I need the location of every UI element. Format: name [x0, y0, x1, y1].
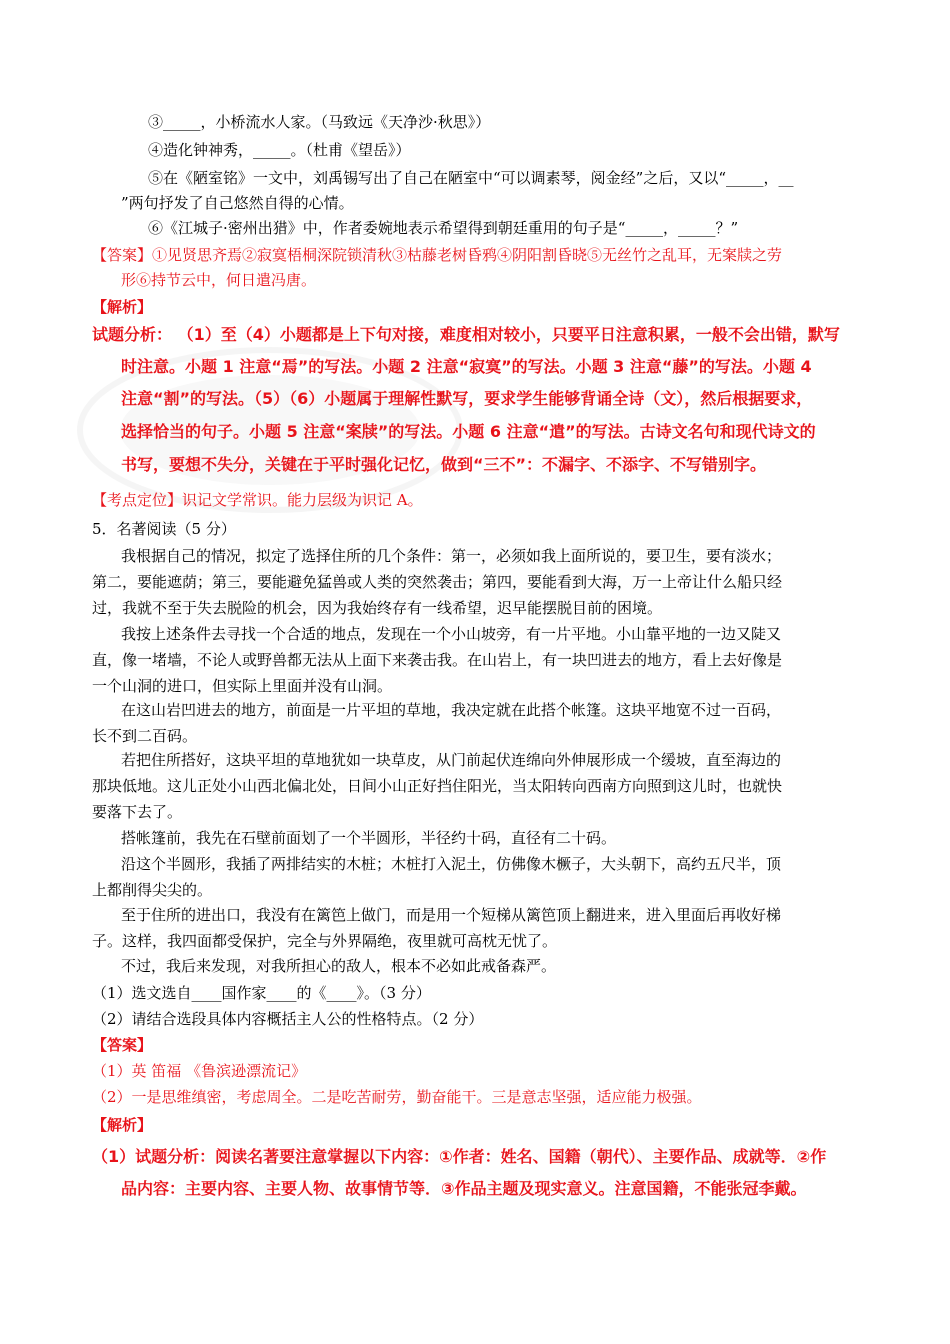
passage-line: 要落下去了。: [92, 803, 183, 821]
question-line-4: ④造化钟神秀，_____。（杜甫《望岳》）: [148, 141, 411, 159]
passage-line: 搭帐篷前，我先在石壁前面划了一个半圆形，半径约十码，直径有二十码。: [121, 829, 617, 847]
analysis-line-1: 试题分析： （1）至（4）小题都是上下句对接，难度相对较小，只要平日注意积累，一般不会出错，默写: [92, 325, 840, 344]
answer-label: 【答案】: [92, 1036, 153, 1054]
passage-line: 至于住所的进出口，我没有在篱笆上做门，而是用一个短梯从篱笆顶上翻进来，进入里面后再收好梯: [121, 906, 782, 924]
passage-line: 子。这样，我四面都受保护，完全与外界隔绝，夜里就可高枕无忧了。: [92, 932, 558, 950]
answer-line: （1）英 笛福 《鲁滨逊漂流记》: [92, 1062, 307, 1080]
analysis-line-5: 书写，要想不失分，关键在于平时强化记忆，做到“三不”：不漏字、不添字、不写错别字。: [121, 455, 767, 474]
subquestion-2: （2）请结合选段具体内容概括主人公的性格特点。（2 分）: [92, 1010, 484, 1028]
analysis-line-7: 品内容：主要内容、主要人物、故事情节等．③作品主题及现实意义。注意国籍，不能张冠李戴。: [121, 1179, 807, 1198]
question-line-5a: ⑤在《陋室铭》一文中，刘禹锡写出了自己在陋室中“可以调素琴，阅金经”之后，又以“_____，__: [148, 169, 794, 187]
question-line-5b: ”两句抒发了自己悠然自得的心情。: [121, 194, 354, 212]
answer-line-1: [92, 245, 782, 265]
answer-label: 【答案】: [92, 246, 153, 264]
passage-line: 沿这个半圆形，我插了两排结实的木桩；木桩打入泥土，仿佛像木橛子，大头朝下，高约五尺半，顶: [121, 855, 782, 873]
subquestion-1: （1）选文选自____国作家____的《____》。（3 分）: [92, 984, 431, 1002]
knowledge-text: 识记文学常识。能力层级为识记 A。: [182, 491, 423, 509]
analysis-line-6: （1）试题分析：阅读名著要注意掌握以下内容：①作者：姓名、国籍（朝代）、主要作品、成就等．②作: [92, 1147, 827, 1166]
passage-line: 直，像一堵墙，不论人或野兽都无法从上面下来袭击我。在山岩上，有一块凹进去的地方，看上去好像是: [92, 651, 783, 669]
passage-line: 过，我就不至于失去脱险的机会，因为我始终存有一线希望，迟早能摆脱目前的困境。: [92, 599, 663, 617]
knowledge-point: [92, 490, 423, 510]
analysis-label: 【解析】: [92, 1116, 153, 1134]
passage-line: 那块低地。这儿正处小山西北偏北处，日间小山正好挡住阳光，当太阳转向西南方向照到这儿时，也就快: [92, 777, 783, 795]
passage-line: 若把住所搭好，这块平坦的草地犹如一块草皮，从门前起伏连绵向外伸展形成一个缓坡，直至海边的: [121, 751, 782, 769]
answer-line-2: 形⑥持节云中，何日遣冯唐。: [121, 271, 317, 289]
question-line-6: ⑥《江城子·密州出猎》中，作者委婉地表示希望得到朝廷重用的句子是“_____，_____？”: [148, 219, 739, 237]
passage-line: 在这山岩凹进去的地方，前面是一片平坦的草地，我决定就在此搭个帐篷。这块平地宽不过一百码，: [121, 701, 782, 719]
passage-line: 长不到二百码。: [92, 727, 198, 745]
passage-line: 我根据自己的情况，拟定了选择住所的几个条件：第一，必须如我上面所说的，要卫生，要有淡水；: [121, 547, 782, 565]
passage-line: 不过，我后来发现，对我所担心的敌人，根本不必如此戒备森严。: [121, 957, 557, 975]
passage-line: 上都削得尖尖的。: [92, 881, 213, 899]
analysis-line-2: 时注意。小题 1 注意“焉”的写法。小题 2 注意“寂寞”的写法。小题 3 注意“藤”的写法。小题 4: [121, 357, 812, 376]
passage-line: 我按上述条件去寻找一个合适的地点，发现在一个小山坡旁，有一片平地。小山靠平地的一边又陡又: [121, 625, 782, 643]
passage-line: 一个山洞的进口，但实际上里面并没有山洞。: [92, 677, 393, 695]
analysis-line-4: 选择恰当的句子。小题 5 注意“案牍”的写法。小题 6 注意“遣”的写法。古诗文名句和现代诗文的: [121, 422, 816, 441]
answer-line: （2）一是思维缜密，考虑周全。二是吃苦耐劳，勤奋能干。三是意志坚强，适应能力极强。: [92, 1088, 702, 1106]
passage-line: 第二，要能遮荫；第三，要能避免猛兽或人类的突然袭击；第四，要能看到大海，万一上帝让什么船只经: [92, 573, 783, 591]
analysis-label: 【解析】: [92, 298, 153, 316]
knowledge-label: 【考点定位】: [92, 491, 183, 509]
question-line-3: ③_____，小桥流水人家。（马致远《天净沙·秋思》）: [148, 113, 491, 131]
analysis-line-3: 注意“割”的写法。（5）（6）小题属于理解性默写，要求学生能够背诵全诗（文），然后根据要求，: [121, 389, 813, 408]
question-5-title: 5．名著阅读（5 分）: [92, 520, 236, 538]
answer-text: ①见贤思齐焉②寂寞梧桐深院锁清秋③枯藤老树昏鸦④阴阳割昏晓⑤无丝竹之乱耳，无案牍之劳: [152, 246, 783, 264]
